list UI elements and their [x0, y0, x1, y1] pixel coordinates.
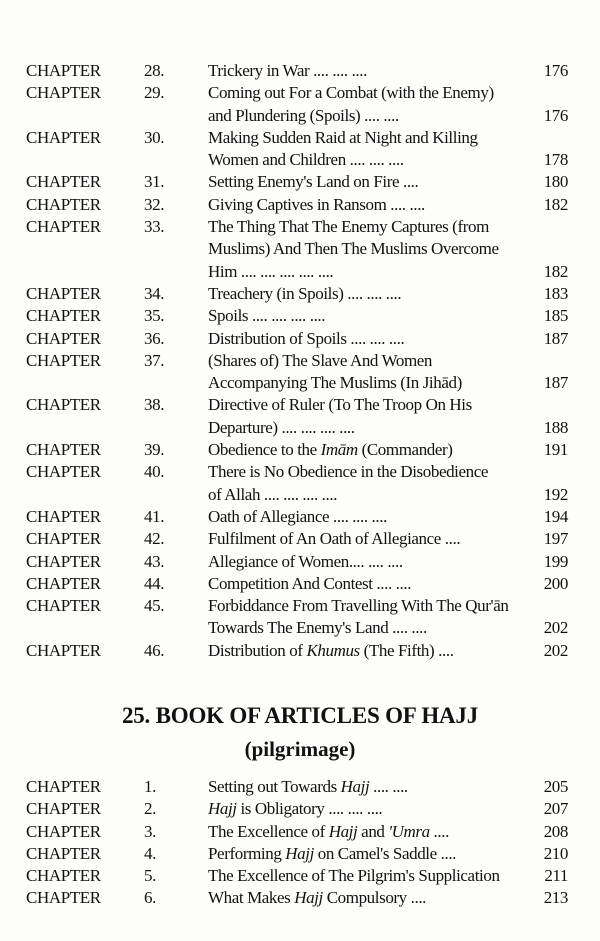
- toc-row: [0, 595, 600, 617]
- chapter-label: CHAPTER: [26, 61, 101, 80]
- chapter-number: 3.: [144, 821, 156, 841]
- chapter-number: 31.: [144, 172, 165, 192]
- chapter-number: 33.: [144, 217, 165, 237]
- toc-row: [0, 776, 600, 798]
- page-number: 213: [543, 888, 568, 908]
- page-number: 188: [543, 417, 568, 437]
- toc-entry: [0, 843, 600, 865]
- chapter-number: 39.: [144, 440, 165, 460]
- toc-row: [0, 283, 600, 305]
- toc-row: [0, 305, 600, 327]
- chapter-label: CHAPTER: [26, 888, 101, 908]
- chapter-title: Fulfilment of An Oath of Allegiance ....: [208, 529, 461, 549]
- chapter-title: Distribution of Khumus (The Fifth) ....: [208, 640, 454, 660]
- chapter-label: CHAPTER: [26, 596, 101, 616]
- toc-row: [0, 350, 600, 372]
- toc-row: [0, 887, 600, 909]
- toc-entry: [0, 798, 600, 820]
- toc-entry: [0, 865, 600, 887]
- chapter-title: Oath of Allegiance .... .... ....: [208, 506, 387, 526]
- toc-row-continuation: [0, 105, 600, 127]
- chapter-label: CHAPTER: [26, 866, 101, 886]
- page-number: 187: [543, 328, 568, 348]
- page-number: 191: [543, 440, 568, 460]
- chapter-title: and Plundering (Spoils) .... ....: [208, 105, 399, 125]
- chapter-label: CHAPTER: [26, 83, 101, 103]
- toc-entry: [0, 194, 600, 216]
- toc-row: [0, 528, 600, 550]
- chapter-title: Treachery (in Spoils) .... .... ....: [208, 283, 402, 303]
- page-number: 210: [543, 843, 568, 863]
- toc-row: [0, 127, 600, 149]
- toc-row: [0, 216, 600, 238]
- toc-row: [0, 843, 600, 865]
- chapter-number: 43.: [144, 551, 165, 571]
- toc-entry: [0, 528, 600, 550]
- chapter-label: CHAPTER: [26, 462, 101, 482]
- toc-row: [0, 171, 600, 193]
- chapter-number: 36.: [144, 328, 165, 348]
- chapter-number: 32.: [144, 194, 165, 214]
- chapter-number: 28.: [144, 61, 165, 80]
- chapter-label: CHAPTER: [26, 172, 101, 192]
- toc-row-continuation: [0, 149, 600, 171]
- chapter-number: 42.: [144, 529, 165, 549]
- chapter-title: What Makes Hajj Compulsory ....: [208, 888, 427, 908]
- chapter-number: 35.: [144, 306, 165, 326]
- toc-entry: [0, 82, 600, 127]
- chapter-number: 37.: [144, 350, 165, 370]
- chapter-label: CHAPTER: [26, 440, 101, 460]
- chapter-label: CHAPTER: [26, 127, 101, 147]
- page-number: 183: [543, 283, 568, 303]
- page-number: 182: [543, 194, 568, 214]
- toc-entry: [0, 350, 600, 395]
- chapter-title: Coming out For a Combat (with the Enemy): [208, 83, 494, 103]
- chapter-title: Directive of Ruler (To The Troop On His: [208, 395, 472, 415]
- chapter-number: 46.: [144, 640, 165, 660]
- toc-row-continuation: [0, 484, 600, 506]
- toc-entry: [0, 305, 600, 327]
- page-number: 211: [544, 866, 568, 886]
- toc-entry: [0, 394, 600, 439]
- chapter-title: Giving Captives in Ransom .... ....: [208, 194, 425, 214]
- page-number: 176: [543, 61, 568, 80]
- book-subtitle: (pilgrimage): [244, 737, 356, 761]
- toc-entry: [0, 821, 600, 843]
- page-number: 202: [543, 640, 568, 660]
- chapter-number: 6.: [144, 888, 156, 908]
- toc-row: [0, 439, 600, 461]
- toc-row: [0, 82, 600, 104]
- toc-section-hajj: [0, 776, 600, 910]
- chapter-label: CHAPTER: [26, 799, 101, 819]
- chapter-number: 38.: [144, 395, 165, 415]
- chapter-title: Setting out Towards Hajj .... ....: [208, 777, 408, 796]
- chapter-title: The Excellence of The Pilgrim's Supplication: [208, 866, 500, 886]
- toc-row: [0, 394, 600, 416]
- chapter-number: 2.: [144, 799, 156, 819]
- toc-entry: [0, 439, 600, 461]
- chapter-number: 45.: [144, 596, 165, 616]
- toc-entry: [0, 283, 600, 305]
- chapter-number: 5.: [144, 866, 156, 886]
- chapter-title: Spoils .... .... .... ....: [208, 306, 326, 326]
- toc-entry: [0, 551, 600, 573]
- page-number: 185: [543, 306, 568, 326]
- chapter-label: CHAPTER: [26, 843, 101, 863]
- toc-row: [0, 573, 600, 595]
- toc-row: [0, 551, 600, 573]
- chapter-label: CHAPTER: [26, 194, 101, 214]
- chapter-title: The Excellence of Hajj and 'Umra ....: [208, 821, 449, 841]
- page-number: 207: [543, 799, 568, 819]
- page-number: 200: [543, 573, 568, 593]
- toc-entry: [0, 573, 600, 595]
- page-number: 199: [543, 551, 568, 571]
- chapter-label: CHAPTER: [26, 283, 101, 303]
- chapter-label: CHAPTER: [26, 821, 101, 841]
- toc-entry: [0, 776, 600, 798]
- page-number: 182: [543, 261, 568, 281]
- chapter-label: CHAPTER: [26, 573, 101, 593]
- toc-row: [0, 60, 600, 82]
- toc-entry: [0, 461, 600, 506]
- toc-entry: [0, 60, 600, 82]
- toc-row-continuation: [0, 417, 600, 439]
- chapter-number: 41.: [144, 506, 165, 526]
- chapter-title: (Shares of) The Slave And Women: [208, 350, 433, 370]
- chapter-title: Setting Enemy's Land on Fire ....: [208, 172, 419, 192]
- page-number: 178: [543, 150, 568, 170]
- toc-entry: [0, 216, 600, 283]
- chapter-label: CHAPTER: [26, 529, 101, 549]
- toc-row: [0, 865, 600, 887]
- toc-row: [0, 798, 600, 820]
- toc-row: [0, 506, 600, 528]
- chapter-label: CHAPTER: [26, 640, 101, 660]
- toc-entry: [0, 595, 600, 640]
- chapter-label: CHAPTER: [26, 306, 101, 326]
- chapter-number: 30.: [144, 127, 165, 147]
- chapter-title: Accompanying The Muslims (In Jihād): [208, 373, 462, 393]
- chapter-title: Forbiddance From Travelling With The Qur'ān: [208, 596, 509, 616]
- chapter-title: The Thing That The Enemy Captures (from: [208, 217, 489, 237]
- page-number: 194: [543, 506, 568, 526]
- chapter-title: Hajj is Obligatory .... .... ....: [208, 799, 383, 819]
- chapter-label: CHAPTER: [26, 350, 101, 370]
- chapter-title: Distribution of Spoils .... .... ....: [208, 328, 405, 348]
- chapter-title: Competition And Contest .... ....: [208, 573, 412, 593]
- toc-row: [0, 461, 600, 483]
- page-number: 205: [543, 777, 568, 796]
- chapter-title: Trickery in War .... .... ....: [208, 61, 367, 80]
- toc-row-continuation: [0, 617, 600, 639]
- page-number: 176: [543, 105, 568, 125]
- toc-row: [0, 640, 600, 662]
- chapter-number: 4.: [144, 843, 156, 863]
- chapter-number: 1.: [144, 777, 156, 796]
- chapter-title: Obedience to the Imām (Commander): [208, 440, 453, 460]
- toc-entry: [0, 328, 600, 350]
- toc-row: [0, 194, 600, 216]
- chapter-title: Making Sudden Raid at Night and Killing: [208, 127, 478, 147]
- book-title: 25. BOOK OF ARTICLES OF HAJJ: [121, 703, 479, 728]
- page-number: 202: [543, 618, 568, 638]
- chapter-title: Allegiance of Women.... .... ....: [208, 551, 403, 571]
- chapter-title: There is No Obedience in the Disobedience: [208, 462, 489, 482]
- page-number: 180: [543, 172, 568, 192]
- chapter-number: 40.: [144, 462, 165, 482]
- page-number: 208: [543, 821, 568, 841]
- chapter-label: CHAPTER: [26, 777, 101, 796]
- chapter-title: Women and Children .... .... ....: [208, 150, 404, 170]
- toc-entry: [0, 506, 600, 528]
- chapter-label: CHAPTER: [26, 506, 101, 526]
- chapter-number: 34.: [144, 283, 165, 303]
- chapter-title: of Allah .... .... .... ....: [208, 484, 338, 504]
- chapter-label: CHAPTER: [26, 217, 101, 237]
- chapter-label: CHAPTER: [26, 551, 101, 571]
- toc-row: [0, 821, 600, 843]
- page-number: 192: [543, 484, 568, 504]
- toc-row-continuation: [0, 372, 600, 394]
- chapter-label: CHAPTER: [26, 395, 101, 415]
- chapter-number: 29.: [144, 83, 165, 103]
- chapter-number: 44.: [144, 573, 165, 593]
- toc-row: [0, 328, 600, 350]
- chapter-label: CHAPTER: [26, 328, 101, 348]
- toc-entry: [0, 171, 600, 193]
- chapter-title: Performing Hajj on Camel's Saddle ....: [208, 843, 457, 863]
- chapter-title: Muslims) And Then The Muslims Overcome: [208, 239, 499, 259]
- page-number: 187: [543, 373, 568, 393]
- chapter-title: Towards The Enemy's Land .... ....: [208, 618, 427, 638]
- toc-section-jihad: [0, 60, 600, 662]
- chapter-title: Departure) .... .... .... ....: [208, 417, 355, 437]
- toc-entry: [0, 640, 600, 662]
- toc-row-continuation: [0, 238, 600, 260]
- chapter-title: Him .... .... .... .... ....: [208, 261, 334, 281]
- toc-entry: [0, 127, 600, 172]
- toc-entry: [0, 887, 600, 909]
- page-number: 197: [543, 529, 568, 549]
- toc-row-continuation: [0, 261, 600, 283]
